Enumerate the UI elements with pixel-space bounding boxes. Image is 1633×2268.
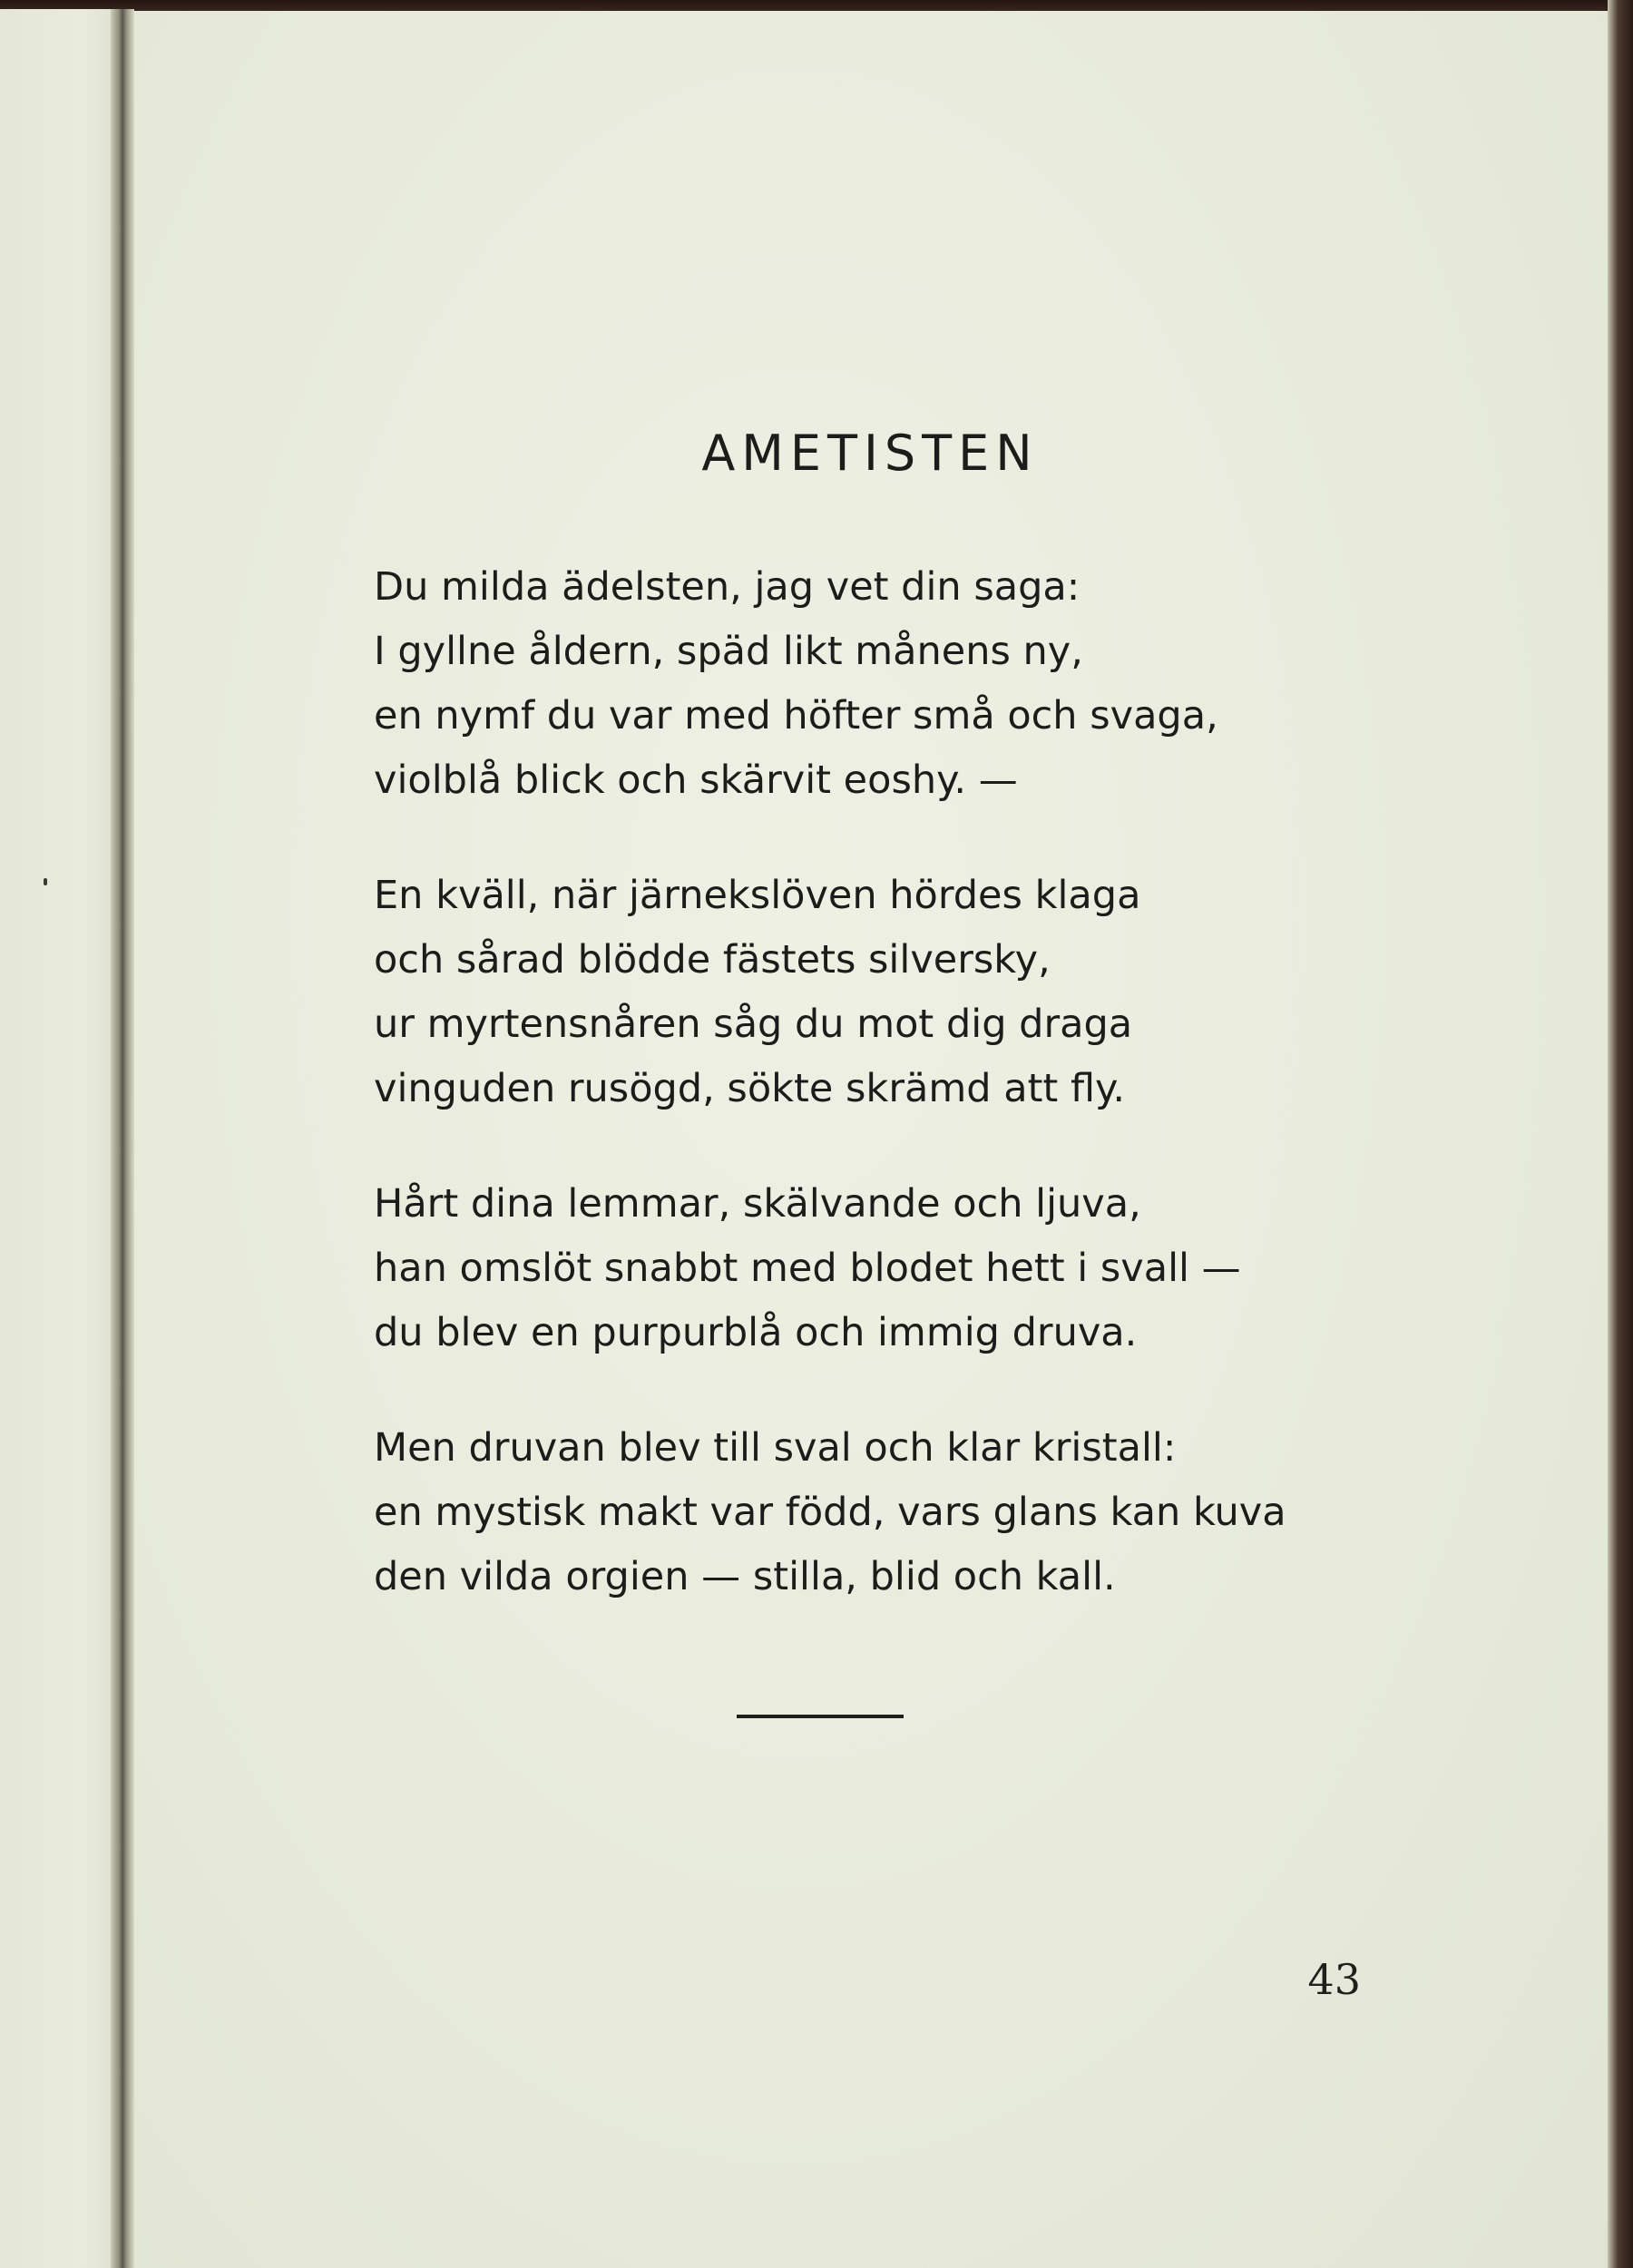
stanza	[374, 555, 1281, 813]
poem-line: En kväll, när järnekslöven hördes klaga	[374, 873, 1141, 918]
page-number: 43	[1307, 1955, 1361, 2004]
poem-line: en mystisk makt var född, vars glans kan kuva	[374, 1490, 1286, 1535]
stanza	[374, 1172, 1281, 1365]
poem-line: han omslöt snabbt med blodet hett i svall —	[374, 1246, 1241, 1291]
poem-line: en nymf du var med höfter små och svaga,	[374, 693, 1218, 738]
poem-line: vinguden rusögd, sökte skrämd att fly.	[374, 1066, 1126, 1111]
book-cover-edge-right	[1608, 0, 1633, 2268]
poem-line: Du milda ädelsten, jag vet din saga:	[374, 564, 1081, 610]
stanza	[374, 864, 1281, 1121]
poem-body	[374, 555, 1286, 1660]
poem-line: I gyllne åldern, späd likt månens ny,	[374, 629, 1083, 674]
end-of-poem-rule	[737, 1715, 904, 1718]
left-page	[0, 9, 116, 2268]
poem-line: violblå blick och skärvit eoshy. —	[374, 758, 1018, 803]
poem-line: Men druvan blev till sval och klar kristall:	[374, 1425, 1177, 1471]
poem-title: AMETISTEN	[701, 425, 1039, 482]
book-gutter	[111, 9, 134, 2268]
stanza	[374, 1416, 1286, 1609]
poem-line: ur myrtensnåren såg du mot dig draga	[374, 1002, 1133, 1047]
poem-line: den vilda orgien — stilla, blid och kall.	[374, 1554, 1116, 1599]
paper-speck	[44, 878, 47, 885]
poem-line: Hårt dina lemmar, skälvande och ljuva,	[374, 1181, 1141, 1227]
poem-line: du blev en purpurblå och immig druva.	[374, 1310, 1138, 1355]
poem-line: och sårad blödde fästets silversky,	[374, 937, 1051, 982]
